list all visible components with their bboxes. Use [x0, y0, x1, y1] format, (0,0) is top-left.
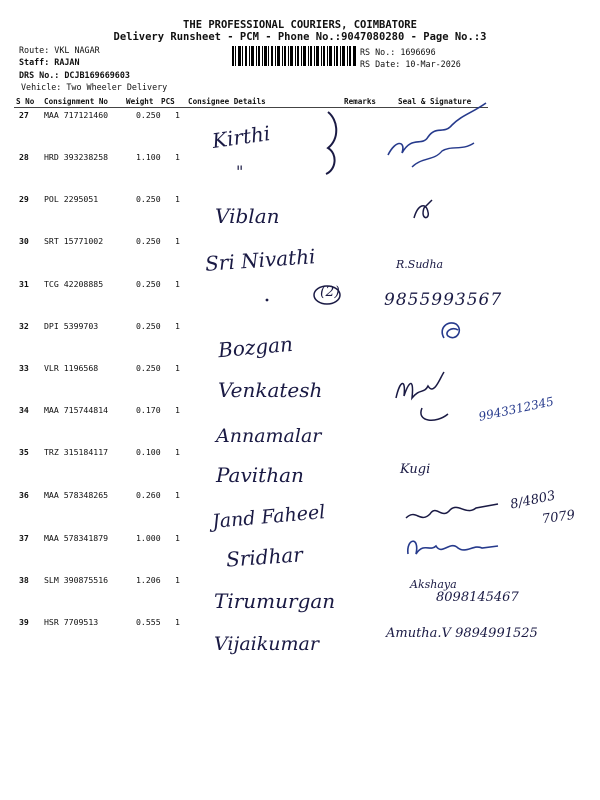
remark-handwriting: R.Sudha	[396, 258, 444, 271]
row-pcs: 1	[175, 152, 180, 162]
signature-icon	[382, 95, 492, 175]
signature-icon	[436, 318, 466, 344]
row-weight: 0.250	[136, 363, 161, 373]
row-weight: 1.100	[136, 152, 161, 162]
row-consignment: SRT 15771002	[44, 236, 104, 246]
dot-mark-icon	[263, 296, 271, 304]
row-sno: 33	[19, 363, 29, 373]
col-header-weight: Weight	[126, 97, 154, 106]
table-row	[0, 194, 600, 234]
document-title: THE PROFESSIONAL COURIERS, COIMBATORE	[183, 19, 417, 31]
consignee-handwriting: Sri Nivathi	[204, 244, 317, 276]
row-consignment: VLR 1196568	[44, 363, 99, 373]
remark-handwriting: Kugi	[400, 462, 431, 477]
row-pcs: 1	[175, 236, 180, 246]
col-header-consignment: Consignment No	[44, 97, 109, 106]
drs-number: DRS No.: DCJB169669603	[19, 70, 130, 80]
phone-handwriting: 9855993567	[384, 290, 503, 310]
consignee-handwriting: Viblan	[215, 204, 280, 228]
row-weight: 1.206	[136, 575, 161, 585]
table-row	[0, 110, 600, 150]
ditto-mark: "	[236, 162, 244, 181]
consignee-handwriting: Sridhar	[225, 542, 304, 572]
row-consignment: MAA 578341879	[44, 533, 109, 543]
row-weight: 1.000	[136, 533, 161, 543]
row-weight: 0.555	[136, 617, 161, 627]
col-header-remarks: Remarks	[344, 97, 377, 106]
remark-handwriting: Akshaya	[410, 578, 457, 591]
row-sno: 39	[19, 617, 29, 627]
col-header-seal: Seal & Signature	[398, 97, 472, 106]
consignee-handwriting: Vijaikumar	[214, 633, 319, 655]
row-sno: 36	[19, 490, 29, 500]
row-consignment: MAA 715744814	[44, 405, 109, 415]
row-consignment: MAA 578348265	[44, 490, 109, 500]
table-row	[0, 152, 600, 192]
table-row	[0, 321, 600, 361]
row-consignment: MAA 717121460	[44, 110, 109, 120]
row-pcs: 1	[175, 575, 180, 585]
signature-icon	[402, 494, 502, 530]
row-weight: 0.250	[136, 321, 161, 331]
row-sno: 29	[19, 194, 29, 204]
row-sno: 35	[19, 447, 29, 457]
row-consignment: DPI 5399703	[44, 321, 99, 331]
row-sno: 27	[19, 110, 29, 120]
row-pcs: 1	[175, 194, 180, 204]
row-weight: 0.260	[136, 490, 161, 500]
circled-mark-icon	[307, 284, 341, 306]
barcode-icon	[232, 46, 356, 66]
row-pcs: 1	[175, 490, 180, 500]
row-consignment: HSR 7709513	[44, 617, 99, 627]
staff-label: Staff: RAJAN	[19, 57, 80, 67]
row-weight: 0.250	[136, 110, 161, 120]
row-consignment: SLM 390875516	[44, 575, 109, 585]
row-weight: 0.100	[136, 447, 161, 457]
col-header-pcs: PCS	[161, 97, 175, 106]
row-sno: 34	[19, 405, 29, 415]
remark-handwriting: 8/4803	[508, 488, 557, 513]
phone-handwriting: 8098145467	[436, 590, 519, 605]
row-weight: 0.250	[136, 194, 161, 204]
consignee-handwriting: Kirthi	[210, 121, 272, 153]
row-sno: 31	[19, 279, 29, 289]
consignee-handwriting: Annamalar	[216, 425, 322, 447]
col-header-consignee: Consignee Details	[188, 97, 266, 106]
remark-handwriting: Amutha.V 9894991525	[386, 626, 538, 641]
signature-icon	[392, 368, 472, 426]
route-label: Route: VKL NAGAR	[19, 45, 100, 55]
row-weight: 0.250	[136, 236, 161, 246]
remark-handwriting: 7079	[541, 507, 576, 528]
signature-icon	[402, 532, 502, 562]
table-row	[0, 279, 600, 319]
signature-icon	[410, 196, 436, 224]
row-pcs: 1	[175, 321, 180, 331]
phone-handwriting: 9943312345	[477, 394, 555, 424]
row-pcs: 1	[175, 279, 180, 289]
quantity-mark: (2)	[320, 284, 340, 300]
row-pcs: 1	[175, 405, 180, 415]
row-weight: 0.250	[136, 279, 161, 289]
row-pcs: 1	[175, 447, 180, 457]
vehicle-label: Vehicle: Two Wheeler Delivery	[21, 82, 168, 92]
consignee-handwriting: Pavithan	[216, 463, 304, 487]
row-sno: 38	[19, 575, 29, 585]
row-consignment: HRD 393238258	[44, 152, 109, 162]
row-sno: 32	[19, 321, 29, 331]
row-sno: 37	[19, 533, 29, 543]
consignee-handwriting: Bozgan	[217, 331, 294, 363]
row-consignment: POL 2295051	[44, 194, 99, 204]
document-subtitle: Delivery Runsheet - PCM - Phone No.:9047080280 - Page No.:3	[113, 31, 487, 43]
row-pcs: 1	[175, 617, 180, 627]
row-sno: 30	[19, 236, 29, 246]
row-pcs: 1	[175, 533, 180, 543]
consignee-handwriting: Venkatesh	[218, 378, 323, 402]
col-header-sno: S No	[16, 97, 35, 106]
row-consignment: TCG 42208885	[44, 279, 104, 289]
consignee-handwriting: Tirumurgan	[214, 589, 336, 613]
row-sno: 28	[19, 152, 29, 162]
consignee-handwriting: Jand Faheel	[211, 501, 327, 533]
row-pcs: 1	[175, 363, 180, 373]
row-weight: 0.170	[136, 405, 161, 415]
rs-date: RS Date: 10-Mar-2026	[360, 59, 461, 69]
bracket-mark-icon	[322, 108, 342, 178]
row-pcs: 1	[175, 110, 180, 120]
rs-number: RS No.: 1696696	[360, 47, 436, 57]
row-consignment: TRZ 315184117	[44, 447, 109, 457]
